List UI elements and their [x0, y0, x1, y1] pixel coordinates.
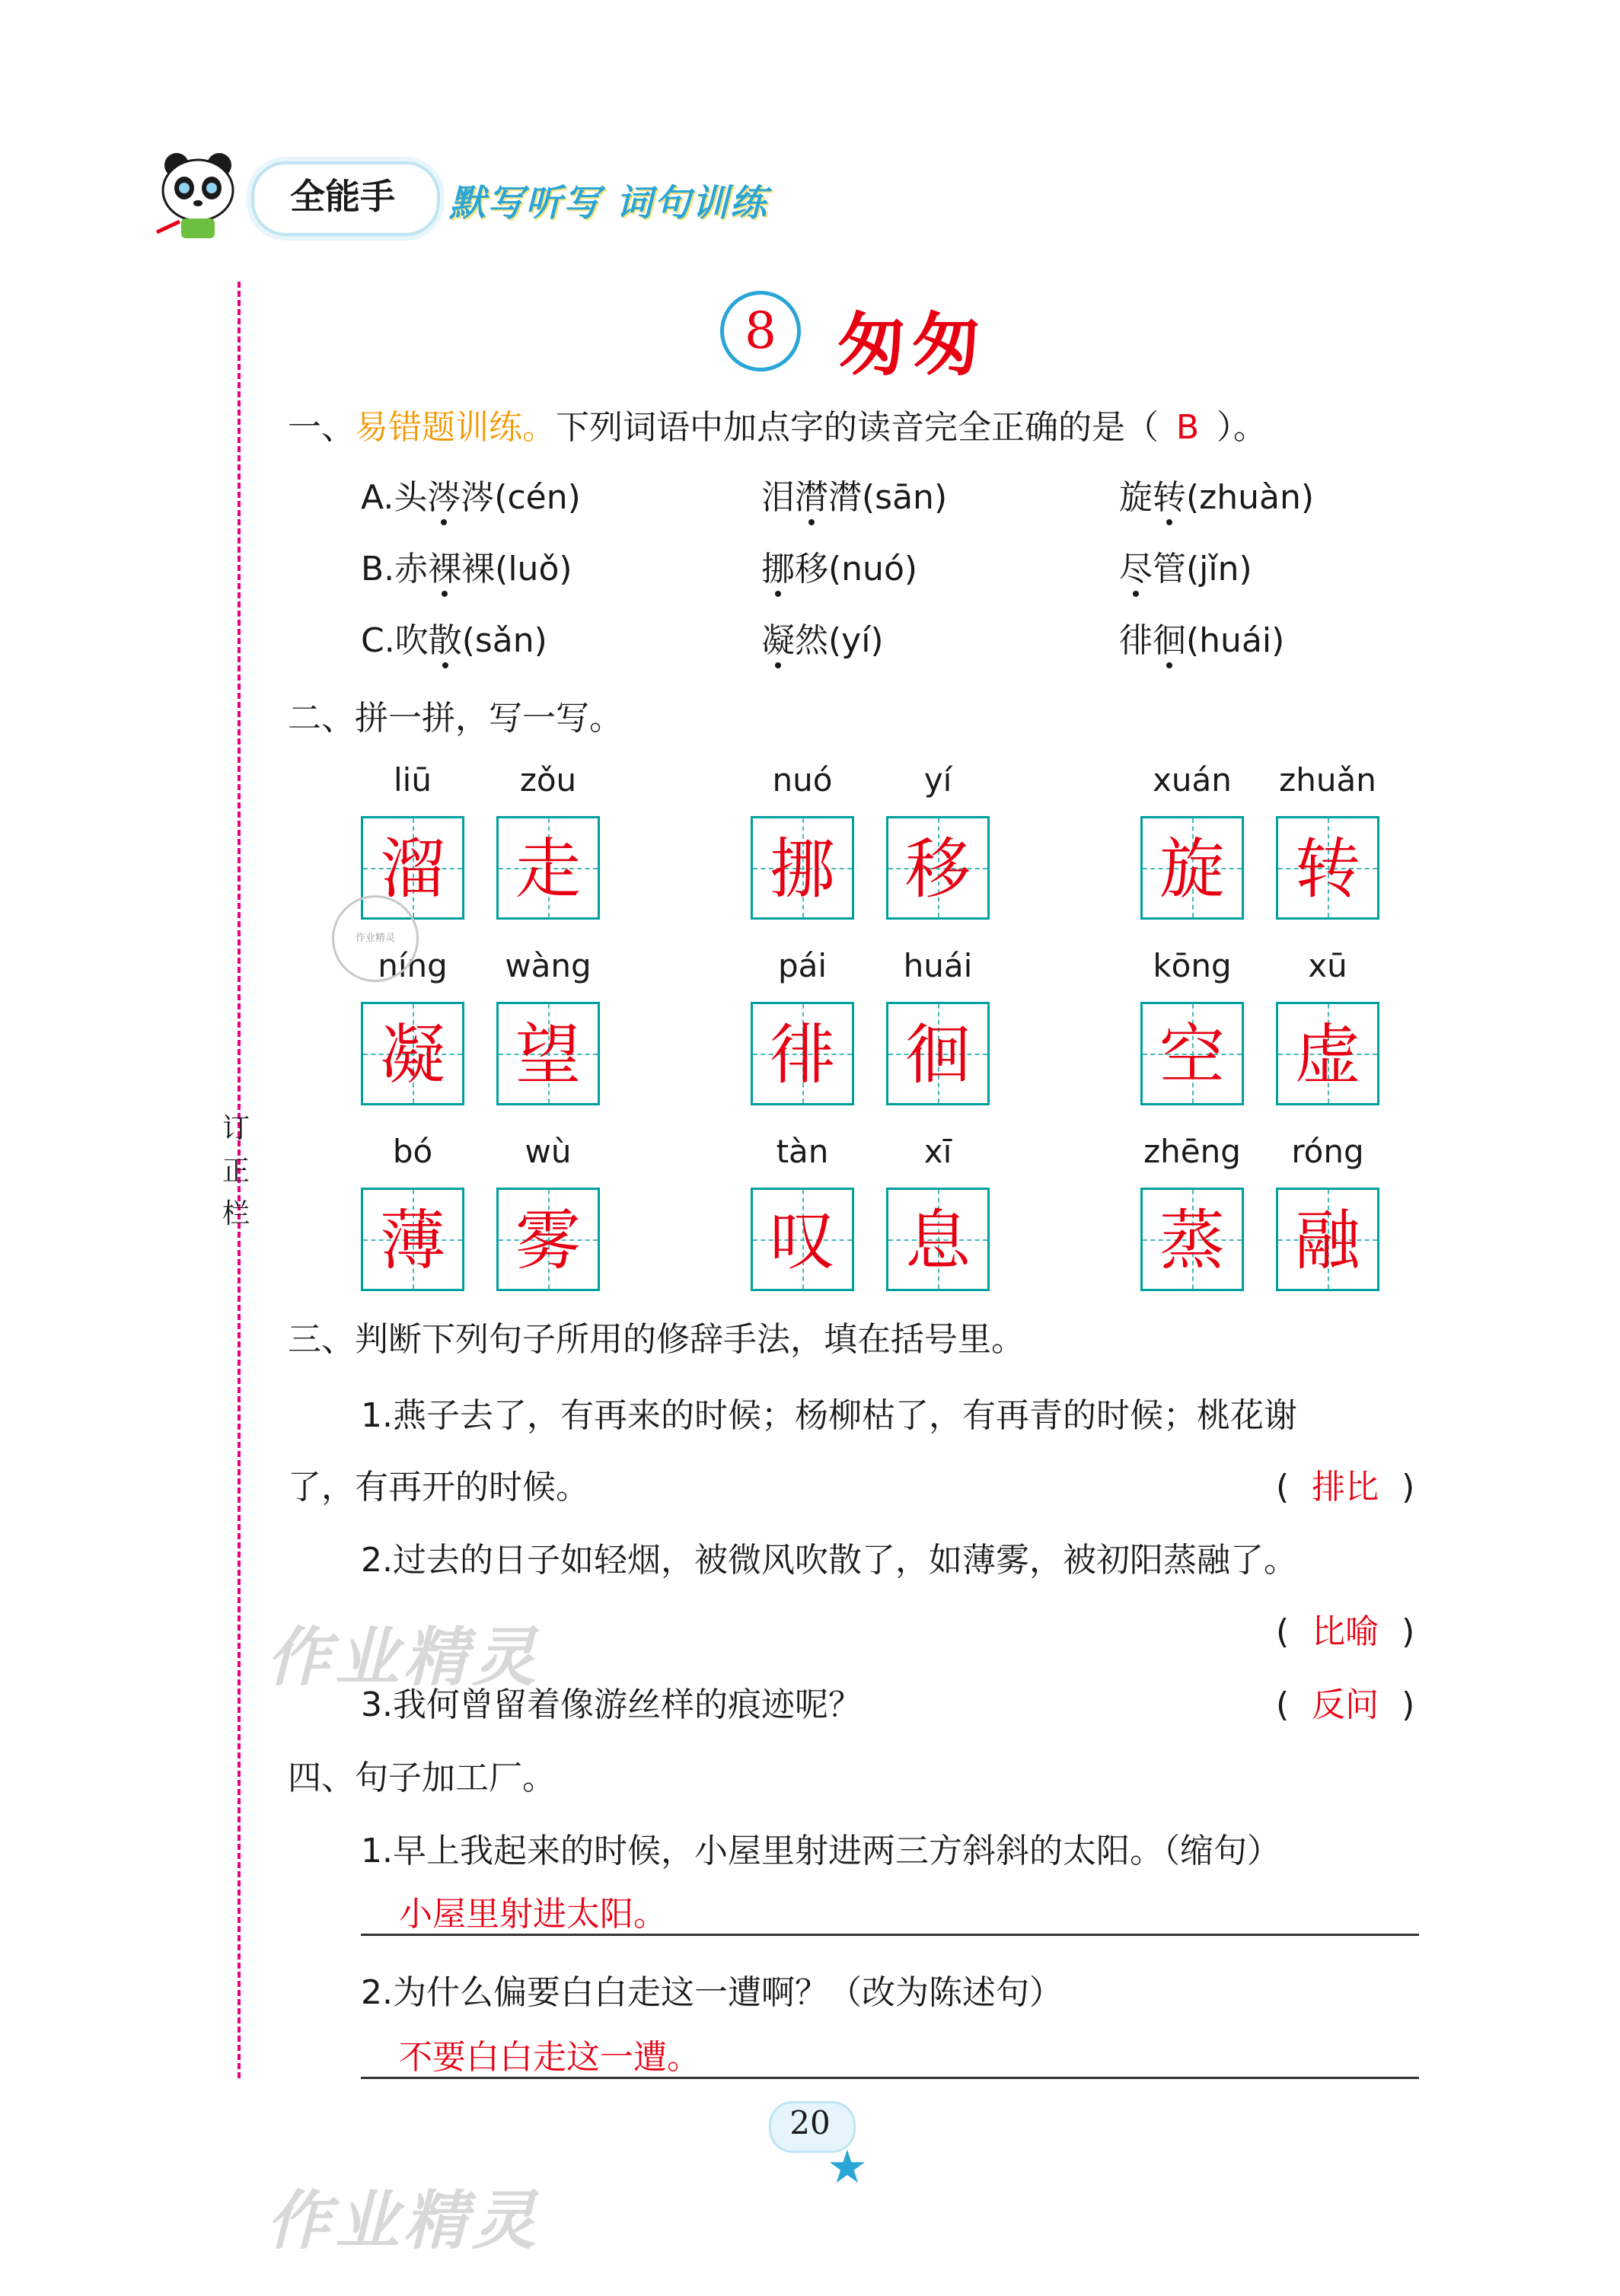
dotted-character: 凝: [761, 618, 795, 664]
option-prefix: 徘: [1119, 621, 1153, 660]
writing-grid-cell: [751, 816, 854, 920]
writing-grid-cell: [886, 1002, 990, 1105]
section3-q1-line1: 1.燕子去了，有再来的时候；杨柳枯了，有再青的时候；桃花谢: [361, 1396, 1297, 1435]
option-rest: 管(jǐn): [1153, 550, 1252, 588]
pinyin-label: níng: [378, 947, 448, 984]
written-character: 走: [515, 831, 581, 907]
section1-highlight: 易错题训练。: [355, 408, 556, 447]
open-paren: (: [1276, 1685, 1290, 1724]
option-0-1: [761, 475, 947, 521]
writing-grid-cell: [496, 1002, 600, 1105]
option-rest: 裸(luǒ): [461, 550, 572, 588]
option-1-0: [361, 547, 572, 592]
section1-heading: [288, 405, 1267, 451]
writing-grid-cell: [1140, 816, 1244, 920]
option-1-2: [1119, 547, 1252, 592]
writing-grid-cell: [496, 1188, 600, 1291]
watermark-bottom: 作业精灵: [266, 2183, 541, 2258]
section4-q1: 1.早上我起来的时候，小屋里射进两三方斜斜的太阳。（缩句）: [361, 1832, 1280, 1870]
panda-mascot-icon: [152, 148, 244, 240]
writing-grid-cell: [751, 1002, 854, 1105]
option-rest: 然(yí): [795, 621, 884, 660]
writing-grid-cell: [361, 1002, 464, 1105]
pinyin-label: huái: [903, 947, 973, 984]
section4-a2: 不要白白走这一遭。: [399, 2038, 700, 2077]
dotted-character: 尽: [1119, 547, 1153, 592]
written-character: 蒸: [1159, 1203, 1225, 1279]
written-character: 融: [1295, 1203, 1360, 1279]
dotted-character: 涔: [427, 475, 461, 521]
writing-grid-cell: [751, 1188, 854, 1291]
writing-grid-cell: [496, 816, 600, 920]
section3-heading: 三、判断下列句子所用的修辞手法，填在括号里。: [288, 1320, 1025, 1359]
close-paren: ): [1402, 1685, 1415, 1724]
writing-grid-cell: [1276, 1002, 1379, 1105]
pinyin-label: wù: [525, 1133, 572, 1170]
section3-q1-answer-row: [1276, 1465, 1443, 1510]
written-character: 望: [515, 1017, 581, 1093]
page-number: 20: [789, 2104, 831, 2141]
option-0-0: [361, 475, 581, 521]
written-character: 徘: [770, 1017, 835, 1093]
correction-margin-label: 订 正 栏: [222, 1113, 250, 1229]
writing-grid-cell: [886, 1188, 990, 1291]
writing-grid-cell: [1140, 1002, 1244, 1105]
writing-grid-cell: [1140, 1188, 1244, 1291]
dotted-character: 散: [429, 618, 462, 664]
option-rest: (huái): [1186, 621, 1285, 660]
open-paren: (: [1276, 1612, 1290, 1651]
option-2-2: [1119, 618, 1284, 664]
written-character: 薄: [380, 1203, 445, 1279]
section3-q3-answer-row: [1276, 1682, 1443, 1728]
option-rest: 潸(sān): [828, 478, 948, 517]
pinyin-label: tàn: [776, 1133, 829, 1170]
option-prefix: 泪: [761, 478, 795, 517]
section3-q3-answer: 反问: [1312, 1685, 1379, 1724]
option-2-1: [761, 618, 884, 664]
written-character: 凝: [380, 1017, 445, 1093]
pinyin-label: zhēng: [1143, 1133, 1241, 1170]
brand-name: 全能手: [290, 176, 395, 217]
pinyin-label: zhuǎn: [1279, 761, 1376, 799]
answer-line-1: [361, 1934, 1419, 1936]
dotted-character: 裸: [428, 547, 461, 592]
writing-grid-cell: [1276, 1188, 1379, 1291]
writing-grid-cell: [1276, 816, 1379, 920]
homework-stamp: 作业精灵: [332, 895, 419, 982]
section4-q2: 2.为什么偏要白白走这一遭啊？（改为陈述句）: [361, 1973, 1063, 2012]
section1-question: 下列词语中加点字的读音完全正确的是（: [556, 408, 1159, 447]
pinyin-label: yí: [923, 761, 952, 799]
pinyin-label: kōng: [1153, 947, 1232, 984]
close-paren: ): [1402, 1468, 1415, 1507]
pinyin-label: xuán: [1153, 761, 1232, 799]
written-character: 叹: [770, 1203, 835, 1279]
option-1-1: [761, 547, 917, 592]
option-prefix: A.头: [361, 478, 428, 517]
dotted-character: 挪: [761, 547, 795, 592]
pinyin-label: bó: [392, 1133, 433, 1170]
option-prefix: 旋: [1119, 478, 1153, 517]
lesson-title: 匆匆: [837, 305, 987, 385]
option-rest: (zhuàn): [1186, 478, 1315, 517]
pinyin-label: róng: [1291, 1133, 1364, 1170]
option-prefix: C.吹: [361, 621, 429, 660]
watermark-middle: 作业精灵: [266, 1620, 541, 1695]
section3-q2-answer: 比喻: [1312, 1612, 1379, 1651]
option-rest: 涔(cén): [461, 478, 581, 517]
written-character: 雾: [515, 1203, 581, 1279]
answer-line-2: [361, 2077, 1419, 2079]
option-prefix: B.赤: [361, 550, 429, 588]
written-character: 旋: [1159, 831, 1225, 907]
pinyin-label: zǒu: [519, 761, 577, 799]
brand-slogan: 默写听写 词句训练: [449, 182, 768, 225]
section2-heading: 二、拼一拼，写一写。: [288, 699, 623, 738]
dotted-character: 转: [1153, 475, 1186, 521]
written-character: 转: [1295, 831, 1360, 907]
written-character: 移: [905, 831, 971, 907]
pinyin-label: nuó: [772, 761, 833, 799]
section3-q2-line1: 2.过去的日子如轻烟，被微风吹散了，如薄雾，被初阳蒸融了。: [361, 1541, 1297, 1580]
option-rest: (sǎn): [461, 621, 547, 660]
option-2-0: [361, 618, 547, 664]
section3-q1-line2: 了，有再开的时候。: [288, 1468, 589, 1507]
option-rest: 移(nuó): [795, 550, 918, 588]
writing-grid-cell: [886, 816, 990, 920]
written-character: 挪: [770, 831, 835, 907]
section1-prefix: 一、: [288, 408, 355, 447]
dotted-character: 潸: [795, 475, 828, 521]
star-icon: ★: [827, 2141, 868, 2194]
section1-answer: B: [1175, 408, 1200, 447]
close-paren: ): [1402, 1612, 1415, 1651]
option-0-2: [1119, 475, 1314, 521]
written-character: 息: [905, 1203, 971, 1279]
section4-a1: 小屋里射进太阳。: [399, 1895, 667, 1934]
written-character: 虚: [1295, 1017, 1360, 1093]
pinyin-label: pái: [777, 947, 828, 984]
writing-grid-cell: [361, 1188, 464, 1291]
section3-q3-line1: 3.我何曾留着像游丝样的痕迹呢？: [361, 1685, 862, 1724]
pinyin-label: xū: [1308, 947, 1347, 984]
open-paren: (: [1276, 1468, 1290, 1507]
section1-suffix: ）。: [1217, 408, 1267, 447]
pinyin-label: liū: [394, 761, 432, 799]
section3-q1-answer: 排比: [1312, 1468, 1379, 1507]
lesson-number-badge: 8: [720, 291, 801, 372]
pinyin-label: wàng: [505, 947, 592, 984]
written-character: 徊: [905, 1017, 971, 1093]
written-character: 溜: [380, 831, 445, 907]
dotted-character: 徊: [1153, 618, 1186, 664]
section3-q2-answer-row: [1276, 1609, 1443, 1655]
section4-heading: 四、句子加工厂。: [288, 1759, 556, 1797]
written-character: 空: [1159, 1017, 1225, 1093]
pinyin-label: xī: [923, 1133, 952, 1170]
